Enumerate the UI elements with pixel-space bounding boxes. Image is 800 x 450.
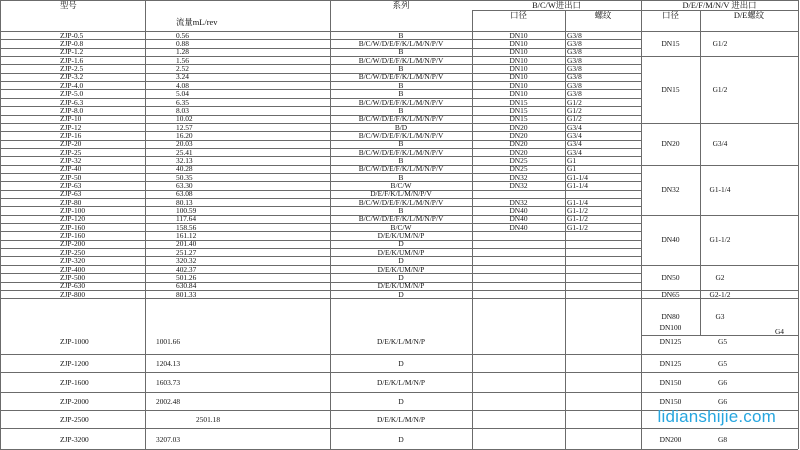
table-top-border: [0, 0, 798, 1]
def-group-divider: [641, 123, 798, 124]
row-model: ZJP-200: [60, 239, 86, 249]
row-flow: 100.59: [176, 206, 197, 216]
row-bcw-bore: DN20: [509, 147, 528, 157]
row-bcw-thread: G1-1/2: [567, 214, 588, 224]
row-bcw-thread: G3/8: [567, 55, 582, 65]
row-series: B/C/W/D/E/F/K/L/M/N/P/V: [358, 114, 444, 124]
row-model: ZJP-8.0: [60, 105, 84, 115]
row-flow: 3.24: [176, 72, 189, 82]
row-flow: 12.57: [176, 122, 193, 132]
row-bcw-bore: DN20: [509, 130, 528, 140]
row-flow: 402.37: [176, 264, 197, 274]
row-model: ZJP-160: [60, 231, 86, 241]
def-group-thread: G3: [715, 312, 725, 322]
def-group-bore: DN15: [661, 84, 680, 94]
row-bcw-bore: DN40: [509, 222, 528, 232]
row-model: ZJP-1200: [60, 359, 89, 368]
row-model: ZJP-50: [60, 172, 82, 182]
row-series: B: [398, 47, 404, 57]
row-bcw-thread: G3/8: [567, 80, 582, 90]
row-bcw-thread: G1-1/4: [567, 197, 588, 207]
row-model: ZJP-3.2: [60, 72, 84, 82]
def-group-thread: G4: [774, 326, 784, 336]
row-series: B: [398, 80, 404, 90]
row-model: ZJP-630: [60, 281, 86, 291]
row-series: B: [398, 30, 404, 40]
row-model: ZJP-12: [60, 122, 82, 132]
row-bcw-bore: DN15: [509, 97, 528, 107]
row-flow: 25.41: [176, 147, 193, 157]
def-group-divider: [641, 265, 798, 266]
row-series: D/E/K/UM/N/P: [377, 247, 425, 257]
def-group-thread: G3/4: [712, 139, 728, 149]
header-model: 型号: [60, 1, 77, 10]
row-model: ZJP-1600: [60, 378, 89, 387]
row-bcw-thread: G3/4: [567, 139, 582, 149]
row-series: B/C/W/D/E/F/K/L/M/N/P/V: [358, 164, 444, 174]
row-bcw-bore: DN10: [509, 80, 528, 90]
row-flow: 1603.73: [156, 378, 181, 387]
row-flow: 320.32: [176, 256, 197, 266]
row-model: ZJP-2500: [60, 415, 89, 424]
row-bcw-thread: G3/8: [567, 64, 582, 74]
row-def-bore: DN125: [659, 359, 682, 368]
row-model: ZJP-0.8: [60, 39, 84, 49]
row-flow: 201.40: [176, 239, 197, 249]
header-series: 系列: [392, 1, 410, 10]
row-bcw-bore: DN32: [509, 172, 528, 182]
row-series: D: [398, 256, 404, 266]
row-divider: [0, 428, 798, 429]
row-flow: 20.03: [176, 139, 193, 149]
row-flow: 161.12: [176, 231, 197, 241]
row-flow: 1.56: [176, 55, 189, 65]
row-series: B/C/W/D/E/F/K/L/M/N/P/V: [358, 55, 444, 65]
header-bcw-thread: 螺纹: [594, 11, 612, 20]
def-group-bore: DN65: [661, 289, 680, 299]
row-flow: 8.03: [176, 105, 189, 115]
row-model: ZJP-4.0: [60, 80, 84, 90]
row-series: B/C/W: [390, 222, 412, 232]
row-series: B: [398, 139, 404, 149]
row-def-thread: G5: [718, 359, 728, 368]
row-bcw-thread: G1: [567, 155, 577, 165]
row-model: ZJP-160: [60, 222, 86, 232]
row-bcw-thread: G3/8: [567, 30, 582, 40]
row-def-thread: G6: [718, 397, 728, 406]
row-bcw-bore: DN10: [509, 64, 528, 74]
table-side-border: [0, 0, 1, 449]
row-flow: 2002.48: [156, 397, 181, 406]
row-flow: 501.26: [176, 272, 197, 282]
row-bcw-thread: G1/2: [567, 97, 582, 107]
row-def-bore: DN125: [659, 337, 682, 346]
def-group-thread: G1-1/2: [709, 235, 731, 245]
row-series: D: [398, 289, 404, 299]
row-bcw-bore: DN32: [509, 181, 528, 190]
row-model: ZJP-1.2: [60, 47, 84, 57]
row-model: ZJP-3200: [60, 434, 89, 444]
row-series: B/C/W/D/E/F/K/L/M/N/P/V: [358, 130, 444, 140]
def-group-bore: DN40: [661, 235, 680, 245]
row-bcw-bore: DN40: [509, 214, 528, 224]
row-flow: 0.56: [176, 30, 189, 40]
header-flow: 流量mL/rev: [176, 18, 218, 27]
row-bcw-thread: G3/4: [567, 147, 582, 157]
row-flow: 80.13: [176, 197, 193, 207]
row-model: ZJP-320: [60, 256, 86, 266]
row-bcw-bore: DN10: [509, 30, 528, 40]
row-series: B: [398, 64, 404, 74]
row-model: ZJP-2000: [60, 397, 89, 406]
row-flow: 2501.18: [196, 415, 221, 424]
def-group-bore: DN50: [661, 272, 680, 282]
def-group-divider: [641, 165, 798, 166]
row-series: D: [398, 272, 404, 282]
row-bcw-bore: DN15: [509, 114, 528, 124]
def-group-thread: G1-1/4: [709, 185, 731, 195]
header-def-group: D/E/F/M/N/V 进出口: [682, 1, 757, 10]
row-series: D/E/K/L/M/N/P: [376, 415, 426, 424]
header-def-thread: D/E螺纹: [733, 11, 765, 20]
row-bcw-thread: G3/8: [567, 72, 582, 82]
row-def-thread: G6: [718, 378, 728, 387]
row-flow: 1.28: [176, 47, 189, 57]
row-flow: 3207.03: [156, 434, 181, 444]
row-bcw-thread: G1/2: [567, 114, 582, 124]
def-group-divider: [641, 215, 798, 216]
row-series: B: [398, 155, 404, 165]
row-model: ZJP-80: [60, 197, 82, 207]
row-series: D: [398, 397, 404, 406]
row-def-bore: DN150: [659, 397, 682, 406]
def-group-divider: [641, 56, 798, 57]
column-divider: [565, 10, 566, 450]
row-model: ZJP-40: [60, 164, 82, 174]
row-series: D/E/K/UM/N/P: [377, 231, 425, 241]
row-flow: 63.08: [176, 189, 193, 199]
row-flow: 4.08: [176, 80, 189, 90]
row-series: B/C/W/D/E/F/K/L/M/N/P/V: [358, 147, 444, 157]
row-series: D/E/K/L/M/N/P: [376, 337, 426, 346]
row-bcw-bore: DN25: [509, 164, 528, 174]
watermark: lidianshijie.com: [657, 407, 776, 426]
row-model: ZJP-32: [60, 155, 82, 165]
row-model: ZJP-120: [60, 214, 86, 224]
row-series: D: [398, 359, 404, 368]
header-bcw-group: B/C/W进出口: [532, 1, 581, 10]
row-bcw-bore: DN15: [509, 105, 528, 115]
row-bcw-thread: G3/8: [567, 39, 582, 49]
header-group-divider: [472, 10, 798, 11]
row-divider: [0, 392, 798, 393]
row-model: ZJP-250: [60, 247, 86, 257]
row-model: ZJP-800: [60, 289, 86, 299]
row-bcw-thread: G1: [567, 164, 577, 174]
row-flow: 10.02: [176, 114, 193, 124]
row-bcw-bore: DN10: [509, 89, 528, 99]
row-def-bore: DN150: [659, 378, 682, 387]
row-series: B/D: [394, 122, 408, 132]
row-series: B/C/W/D/E/F/K/L/M/N/P/V: [358, 97, 444, 107]
row-flow: 0.88: [176, 39, 189, 49]
row-model: ZJP-2.5: [60, 64, 84, 74]
def-group-thread: G1/2: [712, 84, 728, 94]
row-flow: 251.27: [176, 247, 197, 257]
row-flow: 32.13: [176, 155, 193, 165]
def-group-bore: DN100: [659, 322, 682, 332]
row-bcw-thread: G3/4: [567, 122, 582, 132]
row-series: D: [398, 434, 404, 444]
row-bcw-bore: DN10: [509, 55, 528, 65]
row-bcw-thread: G1-1/2: [567, 206, 588, 216]
row-model: ZJP-16: [60, 130, 82, 140]
row-bcw-bore: DN10: [509, 47, 528, 57]
column-divider: [330, 0, 331, 449]
row-bcw-thread: G1-1/2: [567, 222, 588, 232]
row-model: ZJP-63: [60, 189, 82, 199]
row-model: ZJP-1000: [60, 337, 89, 346]
row-flow: 40.28: [176, 164, 193, 174]
row-flow: 5.04: [176, 89, 189, 99]
def-group-bore: DN20: [661, 139, 680, 149]
row-bcw-bore: DN40: [509, 206, 528, 216]
column-divider: [641, 0, 642, 449]
def-group-thread: G2-1/2: [709, 289, 731, 299]
def-group-bore: DN15: [661, 39, 680, 49]
row-series: D: [398, 239, 404, 249]
def-group-divider: [641, 298, 798, 299]
row-bcw-thread: G1/2: [567, 105, 582, 115]
row-bcw-thread: G3/8: [567, 89, 582, 99]
row-model: ZJP-63: [60, 181, 82, 190]
row-def-bore: DN200: [659, 434, 682, 444]
row-series: B: [398, 105, 404, 115]
row-flow: 630.84: [176, 281, 197, 291]
row-bcw-bore: DN20: [509, 122, 528, 132]
row-series: D/E/K/L/M/N/P: [376, 378, 426, 387]
row-flow: 6.35: [176, 97, 189, 107]
row-series: D/E/K/UM/N/P: [377, 281, 425, 291]
row-series: B/C/W/D/E/F/K/L/M/N/P/V: [358, 72, 444, 82]
row-model: ZJP-10: [60, 114, 82, 124]
row-bcw-bore: DN32: [509, 197, 528, 207]
def-group-bore: DN80: [661, 312, 680, 322]
row-series: B/C/W/D/E/F/K/L/M/N/P/V: [358, 214, 444, 224]
row-divider: [0, 372, 798, 373]
row-bcw-thread: G1-1/4: [567, 172, 588, 182]
row-series: D/E/K/UM/N/P: [377, 264, 425, 274]
row-def-thread: G5: [718, 337, 728, 346]
column-divider: [145, 0, 146, 449]
table-side-border: [798, 0, 799, 449]
row-def-thread: G8: [718, 434, 728, 444]
row-flow: 158.56: [176, 222, 197, 232]
row-model: ZJP-25: [60, 147, 82, 157]
row-bcw-bore: DN10: [509, 39, 528, 49]
row-flow: 801.33: [176, 289, 197, 299]
row-flow: 1001.66: [156, 337, 181, 346]
header-bcw-bore: 口径: [510, 11, 527, 20]
row-flow: 2.52: [176, 64, 189, 74]
column-divider: [700, 10, 701, 336]
row-model: ZJP-500: [60, 272, 86, 282]
row-series: B: [398, 89, 404, 99]
row-model: ZJP-400: [60, 264, 86, 274]
def-group-thread: G2: [715, 272, 725, 282]
def-group-divider: [641, 335, 798, 336]
row-bcw-thread: G1-1/4: [567, 181, 588, 190]
row-series: B/C/W: [390, 181, 412, 190]
row-divider: [0, 298, 641, 299]
row-flow: 63.30: [176, 181, 193, 190]
row-model: ZJP-100: [60, 206, 86, 216]
row-series: B/C/W/D/E/F/K/L/M/N/P/V: [358, 197, 444, 207]
def-group-bore: DN32: [661, 185, 680, 195]
column-divider: [472, 10, 473, 450]
row-series: B: [398, 172, 404, 182]
row-series: B/C/W/D/E/F/K/L/M/N/P/V: [358, 39, 444, 49]
row-model: ZJP-20: [60, 139, 82, 149]
row-model: ZJP-0.5: [60, 30, 84, 40]
header-def-bore: 口径: [662, 11, 679, 20]
row-bcw-bore: DN10: [509, 72, 528, 82]
row-bcw-bore: DN20: [509, 139, 528, 149]
row-model: ZJP-5.0: [60, 89, 84, 99]
row-bcw-bore: DN25: [509, 155, 528, 165]
row-series: B: [398, 206, 404, 216]
row-flow: 50.35: [176, 172, 193, 182]
row-divider: [0, 354, 798, 355]
row-bcw-thread: G3/4: [567, 130, 582, 140]
row-series: D/E/F/K/L/M/N/P/V: [370, 189, 432, 199]
row-flow: 1204.13: [156, 359, 181, 368]
row-bcw-thread: G3/8: [567, 47, 582, 57]
row-model: ZJP-6.3: [60, 97, 84, 107]
row-model: ZJP-1.6: [60, 55, 84, 65]
row-flow: 117.64: [176, 214, 197, 224]
row-flow: 16.20: [176, 130, 193, 140]
def-group-thread: G1/2: [712, 39, 728, 49]
